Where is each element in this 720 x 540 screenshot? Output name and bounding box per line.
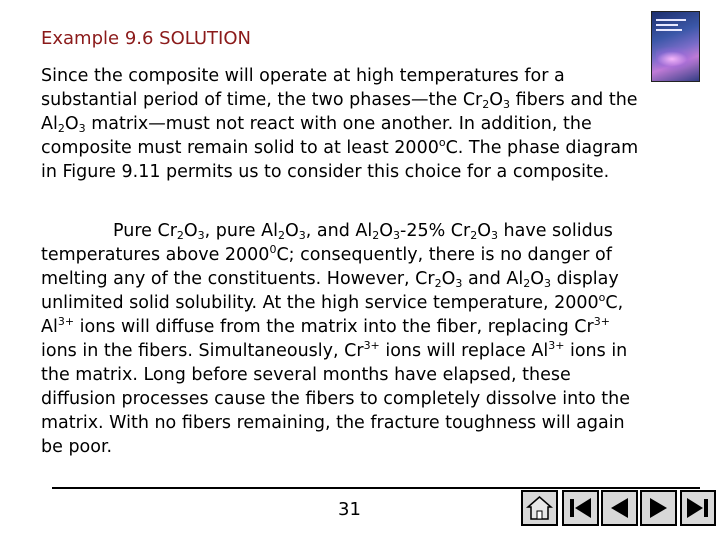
last-slide-button[interactable] [680, 490, 716, 526]
first-icon [564, 492, 597, 524]
page-number: 31 [338, 499, 361, 520]
last-icon [682, 492, 715, 524]
cover-title-stripe [656, 19, 686, 21]
cover-art [656, 47, 696, 71]
first-slide-button[interactable] [562, 490, 599, 526]
footer-divider [52, 487, 700, 489]
cover-title-stripe [656, 29, 682, 31]
next-icon [642, 492, 675, 524]
previous-icon [603, 492, 636, 524]
book-cover-image [651, 11, 700, 82]
solution-paragraph-1: Since the composite will operate at high temperatures for a substantial period of time, the two phases—the $Cr_2O_3$ fibers and the $Al_2O_3$ matrix—must not react with one another. In addition, the composite must remain solid to at least 2000$^o$C. The phase diagram in Figure 9.11 permits us to consider this choice for a composite. [41, 66, 639, 182]
next-slide-button[interactable] [640, 490, 677, 526]
slide-title: Example 9.6 SOLUTION [41, 28, 251, 49]
home-icon [523, 492, 556, 524]
previous-slide-button[interactable] [601, 490, 638, 526]
cover-title-stripe [656, 24, 678, 26]
solution-paragraph-2: Pure $Cr_2O_3$, pure $Al_2O_3$, and $Al_2O_3-25\%$ $Cr_2O_3$ have solidus temperatures above 2000$^0$C; consequently, there is no danger of melting any of the constituents. However, $Cr_2O_3$ and $Al_2O_3$ display unlimited solid solubility. At the high service temperature, 2000$^o$C, $Al^{3+}$ ions will diffuse from the matrix into the fiber, replacing $Cr^{3+}$ ions in the fibers. Simultaneously, $Cr^{3+}$ ions will replace $Al^{3+}$ ions in the matrix. Long before several months have elapsed, these diffusion processes cause the fibers to completely dissolve into the matrix. With no fibers remaining, the fracture toughness will again be poor. [41, 221, 631, 457]
home-button[interactable] [521, 490, 558, 526]
